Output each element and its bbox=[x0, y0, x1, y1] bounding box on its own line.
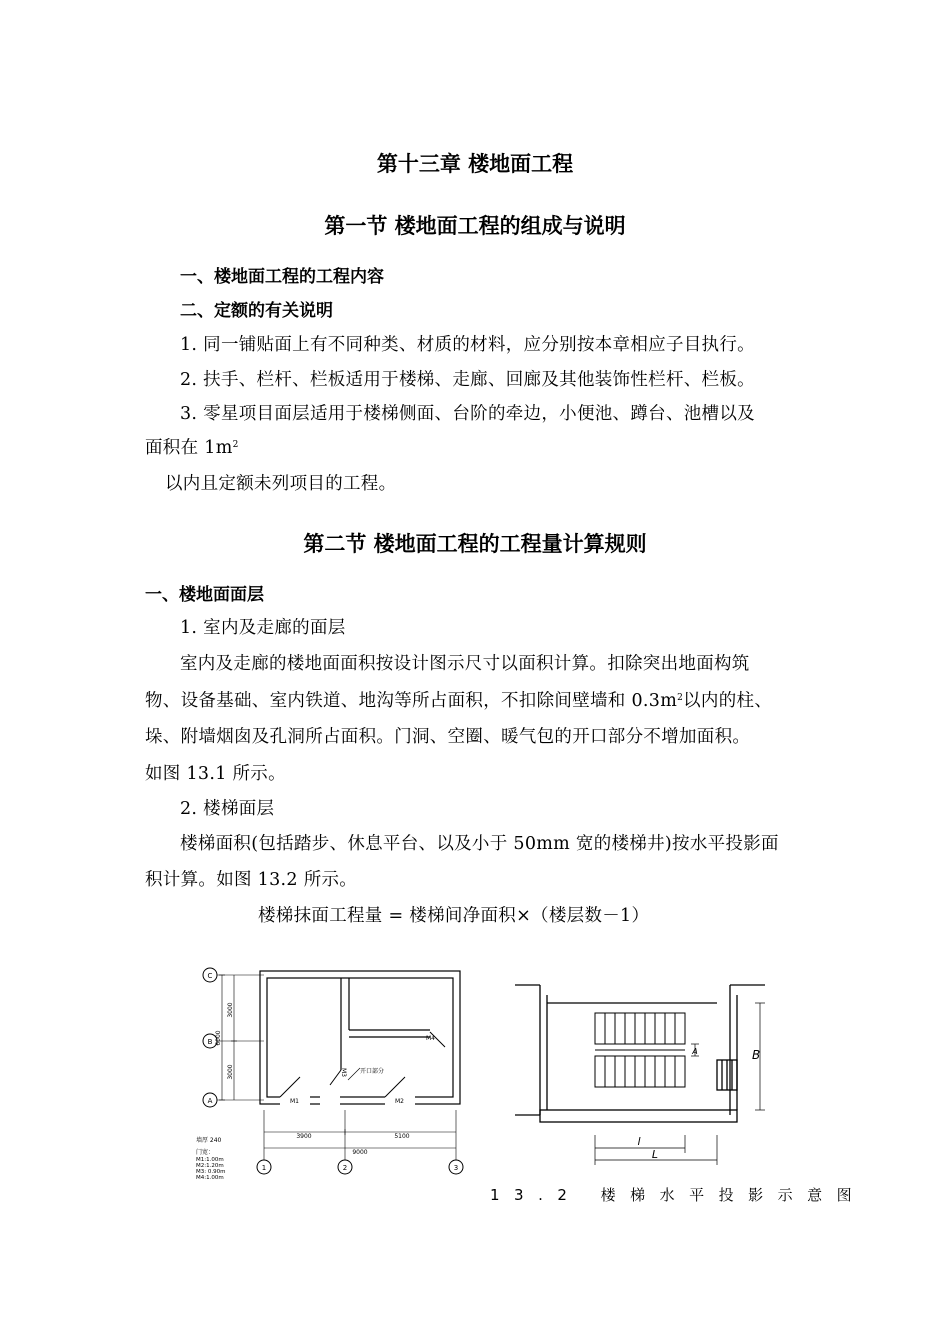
dim-3000-lower: 3000 bbox=[227, 1064, 234, 1080]
axis-a-label: A bbox=[207, 1097, 213, 1105]
dim-3900: 3900 bbox=[296, 1133, 312, 1140]
area-superscript: 2 bbox=[232, 440, 239, 450]
paragraph-2-line-2: 积计算。如图 13.2 所示。 bbox=[145, 870, 358, 890]
paragraph-1-line-4: 如图 13.1 所示。 bbox=[145, 764, 286, 784]
paragraph-2-line-1: 楼梯面积(包括踏步、休息平台、以及小于 50mm 宽的楼梯井)按水平投影面 bbox=[180, 834, 779, 854]
paragraph-1-line-2 bbox=[145, 687, 772, 712]
paragraph-1-line-3: 垛、附墙烟囱及孔洞所占面积。门洞、空圈、暖气包的开口部分不增加面积。 bbox=[145, 727, 751, 747]
legend-m4: M4:1.00m bbox=[196, 1175, 224, 1181]
legend-m2: M2:1.20m bbox=[196, 1163, 224, 1169]
chapter-title: 第十三章 楼地面工程 bbox=[376, 152, 574, 176]
dim-label-a: A bbox=[692, 1047, 698, 1056]
section-2-item-2-title: 2. 楼梯面层 bbox=[180, 799, 275, 819]
legend-m3: M3: 0.90m bbox=[196, 1169, 226, 1175]
paragraph-1-line-1: 室内及走廊的楼地面面积按设计图示尺寸以面积计算。扣除突出地面构筑 bbox=[180, 654, 750, 674]
section-1-item-3-line-3: 以内且定额未列项目的工程。 bbox=[165, 474, 397, 494]
door-m2-label: M2 bbox=[395, 1098, 404, 1105]
dim-label-l-big: L bbox=[651, 1148, 659, 1161]
area-text: 面积在 1m bbox=[145, 438, 233, 458]
dim-5100: 5100 bbox=[394, 1133, 410, 1140]
paragraph-1-line-2-sup: 2 bbox=[677, 693, 684, 703]
section-1-item-3-line-1: 3. 零星项目面层适用于楼梯侧面、台阶的牵边，小便池、蹲台、池槽以及 bbox=[180, 404, 755, 424]
door-m3-label: M3 bbox=[340, 1068, 347, 1077]
dim-3000-upper: 3000 bbox=[227, 1002, 234, 1018]
section-1-sub-1: 一、楼地面工程的工程内容 bbox=[180, 267, 384, 287]
formula: 楼梯抹面工程量 = 楼梯间净面积×（楼层数－1） bbox=[258, 906, 650, 926]
section-1-item-2: 2. 扶手、栏杆、栏板适用于楼梯、走廊、回廊及其他装饰性栏杆、栏板。 bbox=[180, 370, 755, 390]
section-1-item-3-line-2 bbox=[145, 434, 239, 459]
axis-2-label: 2 bbox=[342, 1164, 348, 1172]
door-m1-label: M1 bbox=[290, 1098, 299, 1105]
figure-stair-plan bbox=[515, 975, 775, 1175]
section-1-title: 第一节 楼地面工程的组成与说明 bbox=[324, 214, 626, 238]
section-2-title: 第二节 楼地面工程的工程量计算规则 bbox=[303, 532, 647, 556]
figure-2-caption: 13.2 楼梯水平投影示意图 bbox=[490, 1186, 867, 1204]
legend-m1: M1:1.00m bbox=[196, 1157, 224, 1163]
axis-3-label: 3 bbox=[453, 1164, 459, 1172]
dim-label-b: B bbox=[752, 1048, 761, 1062]
paragraph-1-line-2-b: 以内的柱、 bbox=[683, 691, 773, 711]
wall-thickness-label: 墙厚 240 bbox=[196, 1137, 222, 1144]
legend-title: 门宽： bbox=[196, 1149, 215, 1156]
axis-c-label: C bbox=[207, 972, 213, 980]
axis-b-label: B bbox=[207, 1038, 213, 1046]
section-1-item-1: 1. 同一铺贴面上有不同种类、材质的材料，应分别按本章相应子目执行。 bbox=[180, 335, 755, 355]
dim-label-l-small: l bbox=[637, 1135, 641, 1148]
dim-9000: 9000 bbox=[352, 1149, 368, 1156]
paragraph-1-line-2-a: 物、设备基础、室内铁道、地沟等所占面积，不扣除间壁墙和 0.3m bbox=[145, 691, 678, 711]
opening-label: 开口部分 bbox=[360, 1068, 385, 1075]
section-1-sub-2: 二、定额的有关说明 bbox=[180, 301, 333, 321]
axis-1-label: 1 bbox=[261, 1164, 267, 1172]
dim-6000: 6000 bbox=[215, 1030, 222, 1046]
stair-treads bbox=[595, 1013, 685, 1087]
figure-floor-plan bbox=[190, 960, 480, 1192]
section-2-item-1-title: 1. 室内及走廊的面层 bbox=[180, 618, 346, 638]
section-2-sub-1: 一、楼地面面层 bbox=[145, 585, 264, 605]
door-m4-label: M4 bbox=[426, 1035, 435, 1042]
